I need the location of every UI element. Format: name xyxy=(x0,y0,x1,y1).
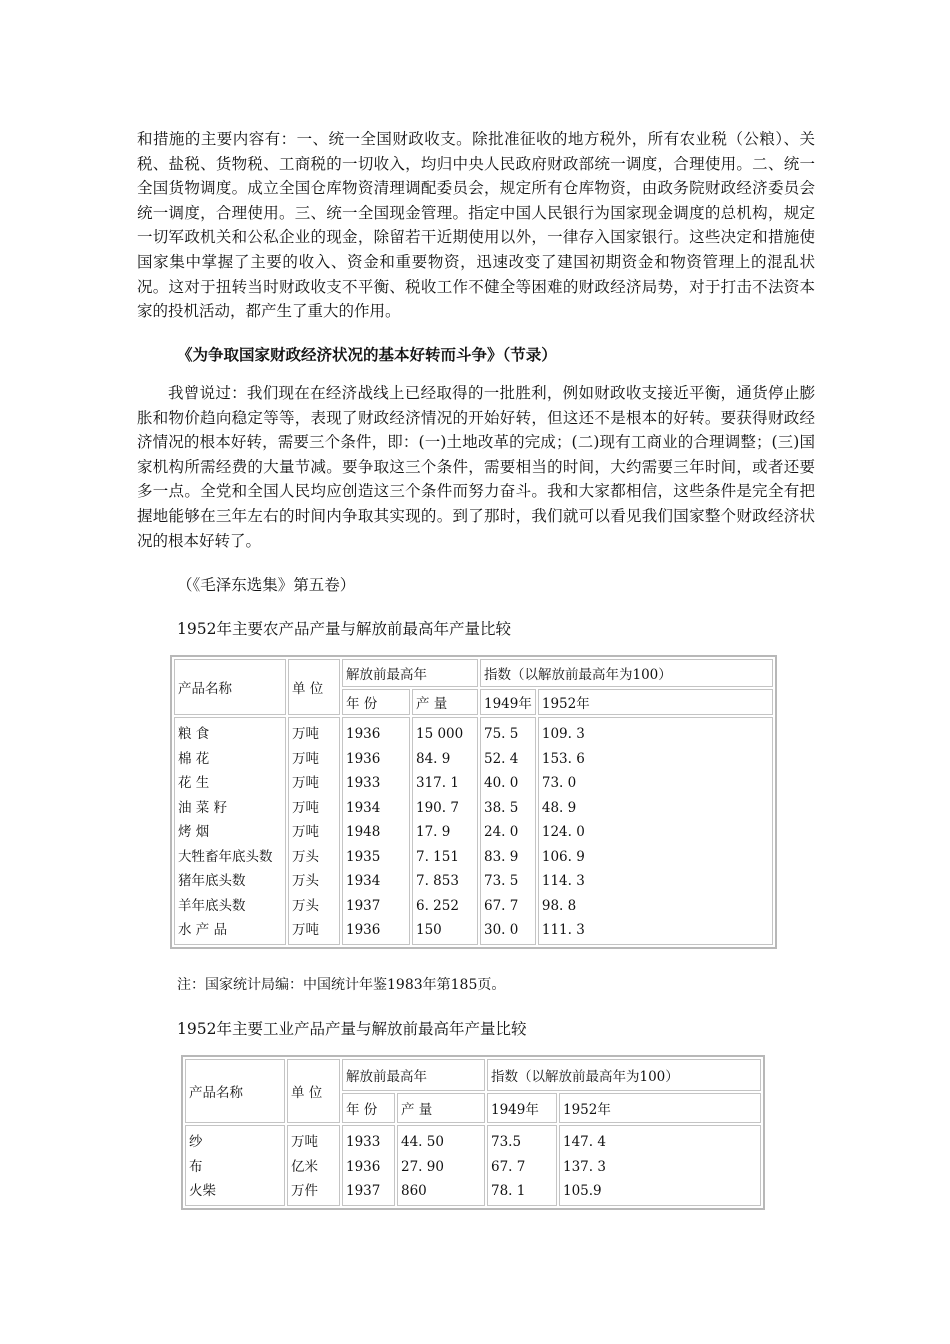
table-cell: 67. 7 xyxy=(491,1158,526,1175)
table-cell: 38. 5 xyxy=(484,799,519,816)
product-name-column xyxy=(185,1125,285,1206)
header-1949: 1949年 xyxy=(487,1093,557,1123)
table-cell: 40. 0 xyxy=(484,775,519,791)
body-paragraph-2: 我曾说过：我们现在在经济战线上已经取得的一批胜利，例如财政收支接近平衡，通货停止膨胀和物价趋向稳定等等，表现了财政经济情况的开始好转，但这还不是根本的好转。要获得财政经济情况的根本好转，需要三个条件，即：(一)土地改革的完成；(二)现有工商业的合理调整；(三)国家机构所需经费的大量节减。要争取这三个条件，需要相当的时间，大约需要三年时间，或者还要多一点。全党和全国人民均应创造这三个条件而努力奋斗。我和大家都相信，这些条件是完全有把握地能够在三年左右的时间内争取其实现的。到了那时，我们就可以看见我们国家整个财政经济状况的根本好转了。 xyxy=(137,384,815,550)
source-citation: （《毛泽东选集》第五卷） xyxy=(177,576,356,594)
header-1949: 1949年 xyxy=(480,689,536,715)
table-cell: 114. 3 xyxy=(541,873,585,889)
table-cell: 84. 9 xyxy=(416,750,451,767)
header-unit: 单 位 xyxy=(288,659,340,715)
table-cell: 83. 9 xyxy=(484,848,519,865)
table-cell: 6. 252 xyxy=(416,897,459,914)
table-cell: 1936 xyxy=(346,726,381,742)
header-product-name: 产品名称 xyxy=(174,659,286,715)
table-cell: 109. 3 xyxy=(541,726,585,742)
header-1952: 1952年 xyxy=(559,1093,761,1123)
header-index: 指数（以解放前最高年为100） xyxy=(480,659,773,687)
table-cell: 1948 xyxy=(346,824,381,840)
table-cell: 万头 xyxy=(292,873,319,889)
table-cell: 猪年底头数 xyxy=(178,873,246,889)
table-cell: 7. 853 xyxy=(416,873,459,889)
table-cell: 棉 花 xyxy=(178,750,210,767)
header-year: 年 份 xyxy=(342,689,410,715)
table-cell: 万吨 xyxy=(292,799,319,816)
table-cell: 火柴 xyxy=(189,1183,216,1199)
industrial-output-table xyxy=(181,1055,765,1210)
table-cell: 羊年底头数 xyxy=(178,897,246,914)
table-cell: 1936 xyxy=(346,922,381,938)
table-cell: 73. 5 xyxy=(484,873,519,889)
product-name-column xyxy=(174,717,286,945)
table-cell: 万件 xyxy=(291,1183,318,1199)
table-cell: 万吨 xyxy=(292,775,319,791)
index-1952-column xyxy=(559,1125,761,1206)
header-1952: 1952年 xyxy=(538,689,773,715)
table-cell: 27. 90 xyxy=(401,1158,444,1175)
table1-caption: 1952年主要农产品产量与解放前最高年产量比较 xyxy=(177,620,511,638)
index-1949-column xyxy=(480,717,536,945)
table-cell: 73.5 xyxy=(491,1134,522,1150)
table-cell: 137. 3 xyxy=(563,1158,606,1175)
table-cell: 150 xyxy=(416,922,442,938)
table-cell: 111. 3 xyxy=(541,922,585,938)
table-cell: 万吨 xyxy=(292,726,319,742)
table2-caption: 1952年主要工业产品产量与解放前最高年产量比较 xyxy=(177,1020,527,1038)
table-cell: 48. 9 xyxy=(541,799,577,816)
table-cell: 粮 食 xyxy=(178,726,210,742)
header-index: 指数（以解放前最高年为100） xyxy=(487,1059,761,1091)
table-cell: 73. 0 xyxy=(541,775,577,791)
table-cell: 油 菜 籽 xyxy=(178,799,228,816)
table-cell: 万吨 xyxy=(291,1134,318,1150)
table-cell: 1936 xyxy=(346,750,381,767)
output-column xyxy=(397,1125,485,1206)
table-cell: 98. 8 xyxy=(541,897,577,914)
table-cell: 24. 0 xyxy=(484,824,519,840)
table-cell: 万头 xyxy=(292,897,319,914)
table1-note: 注：国家统计局编：中国统计年鉴1983年第185页。 xyxy=(177,977,506,993)
table-cell: 317. 1 xyxy=(416,775,459,791)
header-year: 年 份 xyxy=(342,1093,395,1123)
table-cell: 1933 xyxy=(346,775,381,791)
table-body-row xyxy=(185,1125,761,1206)
table-cell: 花 生 xyxy=(178,775,210,791)
table-cell: 67. 7 xyxy=(484,897,519,914)
index-1952-column xyxy=(538,717,773,945)
table-cell: 万头 xyxy=(292,848,319,865)
section-heading: 《为争取国家财政经济状况的基本好转而斗争》（节录） xyxy=(177,345,557,364)
table-cell: 1936 xyxy=(346,1158,381,1175)
table-cell: 44. 50 xyxy=(401,1134,444,1150)
table-cell: 78. 1 xyxy=(491,1183,526,1199)
table-cell: 1935 xyxy=(346,848,381,865)
table-body-row xyxy=(174,717,773,945)
table-cell: 153. 6 xyxy=(541,750,585,767)
table-cell: 万吨 xyxy=(292,750,319,767)
table-cell: 860 xyxy=(401,1183,427,1199)
table-cell: 亿米 xyxy=(291,1158,318,1175)
header-pre-peak-year: 解放前最高年 xyxy=(342,1059,485,1091)
table-cell: 124. 0 xyxy=(541,824,585,840)
table-cell: 1933 xyxy=(346,1134,381,1150)
table-cell: 1937 xyxy=(346,897,381,914)
header-output: 产 量 xyxy=(412,689,478,715)
table-cell: 106. 9 xyxy=(541,848,585,865)
table-cell: 75. 5 xyxy=(484,726,519,742)
table-cell: 17. 9 xyxy=(416,824,451,840)
header-unit: 单 位 xyxy=(287,1059,340,1123)
body-paragraph-1: 和措施的主要内容有：一、统一全国财政收支。除批准征收的地方税外，所有农业税（公粮）、关税、盐税、货物税、工商税的一切收入，均归中央人民政府财政部统一调度，合理使用。二、统一全国货物调度。成立全国仓库物资清理调配委员会，规定所有仓库物资，由政务院财政经济委员会统一调度，合理使用。三、统一全国现金管理。指定中国人民银行为国家现金调度的总机构，规定一切军政机关和公私企业的现金，除留若干近期使用以外，一律存入国家银行。这些决定和措施使国家集中掌握了主要的收入、资金和重要物资，迅速改变了建国初期资金和物资管理上的混乱状况。这对于扭转当时财政收支不平衡、税收工作不健全等困难的财政经济局势，对于打击不法资本家的投机活动，都产生了重大的作用。 xyxy=(137,130,815,321)
index-1949-column xyxy=(487,1125,557,1206)
header-product-name: 产品名称 xyxy=(185,1059,285,1123)
table-cell: 147. 4 xyxy=(563,1134,606,1150)
year-column xyxy=(342,1125,395,1206)
table-cell: 烤 烟 xyxy=(178,824,210,840)
table-cell: 万吨 xyxy=(292,824,319,840)
table-cell: 15 000 xyxy=(416,726,464,742)
table-cell: 7. 151 xyxy=(416,848,459,865)
table-cell: 52. 4 xyxy=(484,750,519,767)
table-cell: 水 产 品 xyxy=(178,922,228,938)
table-cell: 1934 xyxy=(346,873,381,889)
table-cell: 105.9 xyxy=(563,1183,602,1199)
table-cell: 大牲畜年底头数 xyxy=(178,848,273,865)
table-cell: 1934 xyxy=(346,799,381,816)
unit-column xyxy=(288,717,340,945)
output-column xyxy=(412,717,478,945)
unit-column xyxy=(287,1125,340,1206)
header-output: 产 量 xyxy=(397,1093,485,1123)
header-pre-peak-year: 解放前最高年 xyxy=(342,659,478,687)
table-cell: 纱 xyxy=(189,1134,203,1150)
table-cell: 190. 7 xyxy=(416,799,459,816)
table-cell: 万吨 xyxy=(292,922,319,938)
table-cell: 布 xyxy=(189,1158,203,1175)
year-column xyxy=(342,717,410,945)
table-cell: 30. 0 xyxy=(484,922,519,938)
agricultural-output-table xyxy=(170,655,777,949)
table-cell: 1937 xyxy=(346,1183,381,1199)
